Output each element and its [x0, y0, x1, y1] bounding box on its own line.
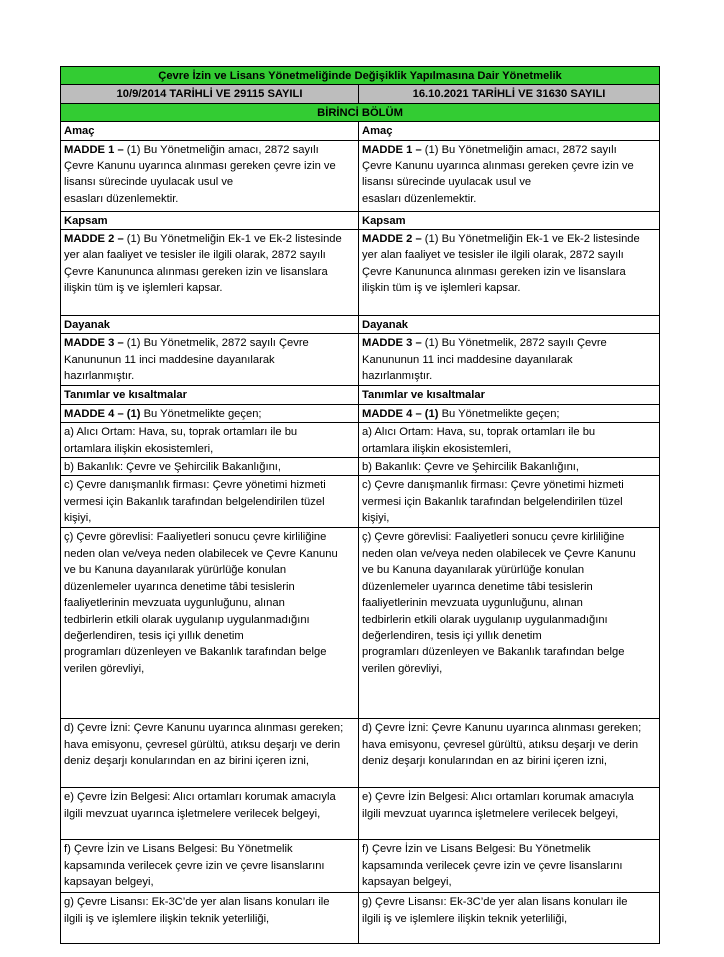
article-4-new: MADDE 4 – (1) Bu Yönetmelikte geçen;	[359, 404, 660, 422]
definition-c-new: c) Çevre danışmanlık firması: Çevre yönetimi hizmeti vermesi için Bakanlık tarafından belgelendirilen tüzel kişiyi,	[359, 476, 660, 528]
definition-a-old: a) Alıcı Ortam: Hava, su, toprak ortamları ile bu ortamlara ilişkin ekosistemleri,	[61, 423, 359, 458]
article-4-old: MADDE 4 – (1) Bu Yönetmelikte geçen;	[61, 404, 359, 422]
section-title: BİRİNCİ BÖLÜM	[61, 103, 660, 121]
document-title: Çevre İzin ve Lisans Yönetmeliğinde Değişiklik Yapılmasına Dair Yönetmelik	[61, 67, 660, 85]
definition-e-new: e) Çevre İzin Belgesi: Alıcı ortamları korumak amacıyla ilgili mevzuat uyarınca işletmelere verilecek belgeyi,	[359, 788, 660, 840]
definition-g-old: g) Çevre Lisansı: Ek-3C’de yer alan lisans konuları ile ilgili iş ve işlemlere ilişkin teknik yeterliliği,	[61, 893, 359, 944]
definition-f-new: f) Çevre İzin ve Lisans Belgesi: Bu Yönetmelik kapsamında verilecek çevre izin ve çevre lisanslarını kapsayan belgeyi,	[359, 840, 660, 893]
heading-dayanak-old: Dayanak	[61, 316, 359, 334]
column-header-new: 16.10.2021 TARİHLİ VE 31630 SAYILI	[359, 85, 660, 103]
definition-a-new: a) Alıcı Ortam: Hava, su, toprak ortamları ile bu ortamlara ilişkin ekosistemleri,	[359, 423, 660, 458]
heading-amac-old: Amaç	[61, 122, 359, 140]
definition-d-new: d) Çevre İzni: Çevre Kanunu uyarınca alınması gereken; hava emisyonu, çevresel gürültü, atıksu deşarjı ve derin deniz deşarjı konularından en az birini içeren izni,	[359, 719, 660, 788]
heading-kapsam-new: Kapsam	[359, 211, 660, 229]
definition-g-new: g) Çevre Lisansı: Ek-3C’de yer alan lisans konuları ile ilgili iş ve işlemlere ilişkin teknik yeterliliği,	[359, 893, 660, 944]
definition-cc-new: ç) Çevre görevlisi: Faaliyetleri sonucu çevre kirliliğine neden olan ve/veya neden olabilecek ve Çevre Kanunu ve bu Kanuna dayanılarak yürürlüğe konulan düzenlemeler uyarınca denetime tâbi tesislerin faaliyetlerinin mevzuata uygunluğunu, alınan tedbirlerin etkili olarak uygulanıp uygulanmadığını değerlendiren, tesis içi yıllık denetim programları düzenleyen ve Bakanlık tarafından belge verilen görevliyi,	[359, 528, 660, 719]
heading-dayanak-new: Dayanak	[359, 316, 660, 334]
definition-b-new: b) Bakanlık: Çevre ve Şehircilik Bakanlığını,	[359, 458, 660, 476]
comparison-table	[60, 66, 660, 944]
definition-f-old: f) Çevre İzin ve Lisans Belgesi: Bu Yönetmelik kapsamında verilecek çevre izin ve çevre lisanslarını kapsayan belgeyi,	[61, 840, 359, 893]
definition-b-old: b) Bakanlık: Çevre ve Şehircilik Bakanlığını,	[61, 458, 359, 476]
article-1-old: MADDE 1 – (1) Bu Yönetmeliğin amacı, 2872 sayılı Çevre Kanunu uyarınca alınması gereken çevre izin ve lisansı sürecinde uyulacak usul ve esasları düzenlemektir.	[61, 140, 359, 211]
heading-kapsam-old: Kapsam	[61, 211, 359, 229]
column-header-old: 10/9/2014 TARİHLİ VE 29115 SAYILI	[61, 85, 359, 103]
article-2-new: MADDE 2 – (1) Bu Yönetmeliğin Ek-1 ve Ek-2 listesinde yer alan faaliyet ve tesisler ile ilgili olarak, 2872 sayılı Çevre Kanununca alınması gereken izin ve lisanslara ilişkin tüm iş ve işlemleri kapsar.	[359, 230, 660, 316]
definition-e-old: e) Çevre İzin Belgesi: Alıcı ortamları korumak amacıyla ilgili mevzuat uyarınca işletmelere verilecek belgeyi,	[61, 788, 359, 840]
article-2-old: MADDE 2 – (1) Bu Yönetmeliğin Ek-1 ve Ek-2 listesinde yer alan faaliyet ve tesisler ile ilgili olarak, 2872 sayılı Çevre Kanununca alınması gereken izin ve lisanslara ilişkin tüm iş ve işlemleri kapsar.	[61, 230, 359, 316]
definition-d-old: d) Çevre İzni: Çevre Kanunu uyarınca alınması gereken; hava emisyonu, çevresel gürültü, atıksu deşarjı ve derin deniz deşarjı konularından en az birini içeren izni,	[61, 719, 359, 788]
article-3-new: MADDE 3 – (1) Bu Yönetmelik, 2872 sayılı Çevre Kanununun 11 inci maddesine dayanılarak hazırlanmıştır.	[359, 334, 660, 386]
heading-tanimlar-new: Tanımlar ve kısaltmalar	[359, 386, 660, 404]
definition-cc-old: ç) Çevre görevlisi: Faaliyetleri sonucu çevre kirliliğine neden olan ve/veya neden olabilecek ve Çevre Kanunu ve bu Kanuna dayanılarak yürürlüğe konulan düzenlemeler uyarınca denetime tâbi tesislerin faaliyetlerinin mevzuata uygunluğunu, alınan tedbirlerin etkili olarak uygulanıp uygulanmadığını değerlendiren, tesis içi yıllık denetim programları düzenleyen ve Bakanlık tarafından belge verilen görevliyi,	[61, 528, 359, 719]
heading-tanimlar-old: Tanımlar ve kısaltmalar	[61, 386, 359, 404]
definition-c-old: c) Çevre danışmanlık firması: Çevre yönetimi hizmeti vermesi için Bakanlık tarafından belgelendirilen tüzel kişiyi,	[61, 476, 359, 528]
article-1-new: MADDE 1 – (1) Bu Yönetmeliğin amacı, 2872 sayılı Çevre Kanunu uyarınca alınması gereken çevre izin ve lisansı sürecinde uyulacak usul ve esasları düzenlemektir.	[359, 140, 660, 211]
heading-amac-new: Amaç	[359, 122, 660, 140]
article-3-old: MADDE 3 – (1) Bu Yönetmelik, 2872 sayılı Çevre Kanununun 11 inci maddesine dayanılarak hazırlanmıştır.	[61, 334, 359, 386]
